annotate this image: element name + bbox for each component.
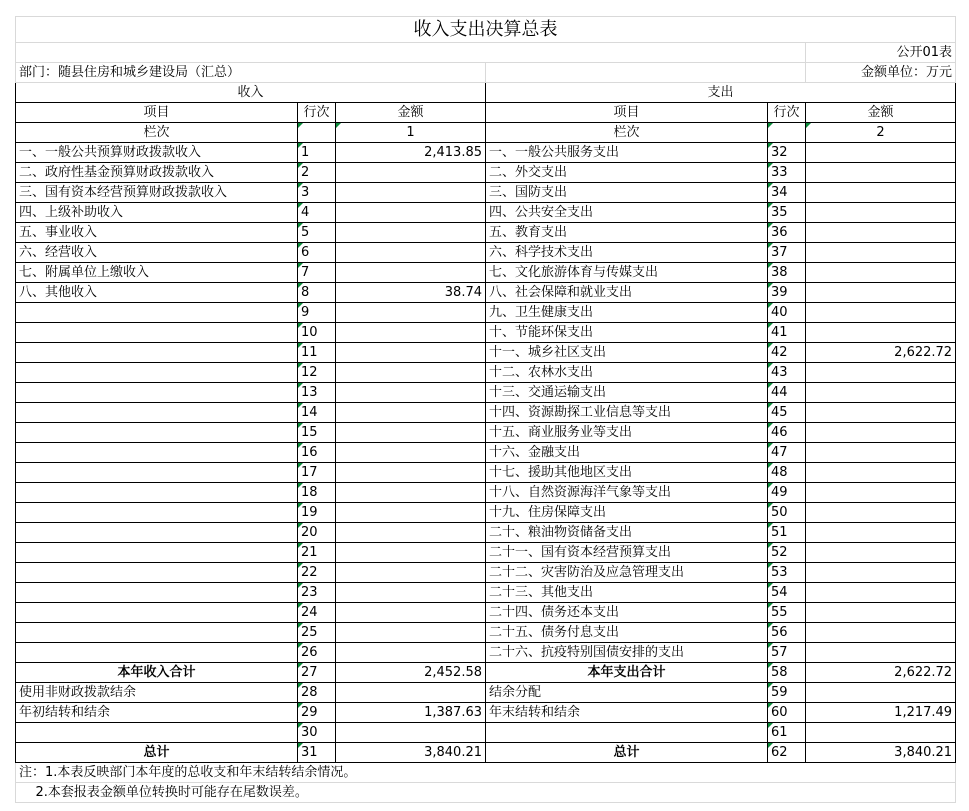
expense-item: 二十二、灾害防治及应急管理支出 — [486, 563, 768, 583]
income-amount — [336, 483, 486, 503]
table-row — [16, 583, 956, 603]
total-row — [16, 723, 956, 743]
total-row — [16, 703, 956, 723]
income-line: 22 — [298, 563, 336, 583]
total-row — [16, 663, 956, 683]
col-line-expense: 行次 — [768, 103, 806, 123]
expense-item: 二十一、国有资本经营预算支出 — [486, 543, 768, 563]
expense-item: 二十四、债务还本支出 — [486, 603, 768, 623]
income-item — [16, 403, 298, 423]
expense-line: 59 — [768, 683, 806, 703]
table-row — [16, 403, 956, 423]
expense-line: 52 — [768, 543, 806, 563]
table-row — [16, 443, 956, 463]
income-amount — [336, 583, 486, 603]
income-line: 14 — [298, 403, 336, 423]
income-item — [16, 303, 298, 323]
income-item: 三、国有资本经营预算财政拨款收入 — [16, 183, 298, 203]
expense-amount — [806, 203, 956, 223]
income-line: 12 — [298, 363, 336, 383]
expense-line: 60 — [768, 703, 806, 723]
expense-line: 36 — [768, 223, 806, 243]
table-row — [16, 303, 956, 323]
expense-amount: 2,622.72 — [806, 663, 956, 683]
income-line: 9 — [298, 303, 336, 323]
income-amount — [336, 323, 486, 343]
expense-line: 41 — [768, 323, 806, 343]
income-item: 八、其他收入 — [16, 283, 298, 303]
income-line: 3 — [298, 183, 336, 203]
expense-line: 43 — [768, 363, 806, 383]
income-header: 收入 — [16, 83, 486, 103]
table-row — [16, 643, 956, 663]
expense-line: 46 — [768, 423, 806, 443]
income-item — [16, 463, 298, 483]
expense-amount — [806, 543, 956, 563]
income-amount — [336, 163, 486, 183]
expense-amount — [806, 463, 956, 483]
col-rowname-expense: 栏次 — [486, 123, 768, 143]
income-amount — [336, 503, 486, 523]
footnote: 2.本套报表金额单位转换时可能存在尾数误差。 — [16, 783, 956, 803]
expense-item: 十三、交通运输支出 — [486, 383, 768, 403]
income-line: 20 — [298, 523, 336, 543]
income-amount — [336, 683, 486, 703]
income-item: 年初结转和结余 — [16, 703, 298, 723]
income-item — [16, 563, 298, 583]
table-row — [16, 283, 956, 303]
income-line: 11 — [298, 343, 336, 363]
expense-item: 三、国防支出 — [486, 183, 768, 203]
expense-line: 42 — [768, 343, 806, 363]
income-amount — [336, 203, 486, 223]
expense-amount — [806, 443, 956, 463]
income-line: 27 — [298, 663, 336, 683]
expense-item: 七、文化旅游体育与传媒支出 — [486, 263, 768, 283]
total-row — [16, 743, 956, 763]
table-row — [16, 183, 956, 203]
expense-item: 十五、商业服务业等支出 — [486, 423, 768, 443]
expense-amount — [806, 623, 956, 643]
income-line: 18 — [298, 483, 336, 503]
income-amount — [336, 243, 486, 263]
expense-amount — [806, 323, 956, 343]
expense-amount — [806, 183, 956, 203]
income-amount — [336, 463, 486, 483]
income-amount — [336, 523, 486, 543]
income-amount — [336, 343, 486, 363]
income-amount — [336, 623, 486, 643]
expense-item: 二十六、抗疫特别国债安排的支出 — [486, 643, 768, 663]
table-row — [16, 343, 956, 363]
expense-line: 55 — [768, 603, 806, 623]
expense-item: 八、社会保障和就业支出 — [486, 283, 768, 303]
income-item: 一、一般公共预算财政拨款收入 — [16, 143, 298, 163]
col-line-income: 行次 — [298, 103, 336, 123]
expense-line: 40 — [768, 303, 806, 323]
income-line: 21 — [298, 543, 336, 563]
form-code: 公开01表 — [806, 43, 956, 63]
table-row — [16, 423, 956, 443]
expense-line: 49 — [768, 483, 806, 503]
col-item-income: 项目 — [16, 103, 298, 123]
expense-amount — [806, 363, 956, 383]
expense-amount — [806, 563, 956, 583]
expense-line: 35 — [768, 203, 806, 223]
expense-line: 61 — [768, 723, 806, 743]
income-item — [16, 603, 298, 623]
expense-item: 十七、援助其他地区支出 — [486, 463, 768, 483]
income-item — [16, 623, 298, 643]
table-row — [16, 603, 956, 623]
expense-line: 33 — [768, 163, 806, 183]
income-amount: 38.74 — [336, 283, 486, 303]
income-item — [16, 543, 298, 563]
expense-line: 51 — [768, 523, 806, 543]
expense-amount — [806, 163, 956, 183]
page-title: 收入支出决算总表 — [16, 17, 956, 43]
expense-amount — [806, 303, 956, 323]
expense-item: 二十、粮油物资储备支出 — [486, 523, 768, 543]
expense-amount — [806, 483, 956, 503]
income-item — [16, 723, 298, 743]
income-line: 25 — [298, 623, 336, 643]
income-line: 24 — [298, 603, 336, 623]
expense-item: 九、卫生健康支出 — [486, 303, 768, 323]
income-amount — [336, 383, 486, 403]
expense-line: 34 — [768, 183, 806, 203]
expense-amount: 1,217.49 — [806, 703, 956, 723]
income-item — [16, 323, 298, 343]
income-item — [16, 583, 298, 603]
table-row — [16, 503, 956, 523]
income-line: 19 — [298, 503, 336, 523]
expense-amount — [806, 243, 956, 263]
table-row — [16, 363, 956, 383]
expense-amount: 3,840.21 — [806, 743, 956, 763]
income-line: 7 — [298, 263, 336, 283]
expense-item: 总计 — [486, 743, 768, 763]
table-row — [16, 463, 956, 483]
expense-item: 本年支出合计 — [486, 663, 768, 683]
table-row — [16, 483, 956, 503]
income-item — [16, 523, 298, 543]
expense-line: 45 — [768, 403, 806, 423]
income-amount — [336, 443, 486, 463]
final-accounts-table — [15, 16, 956, 803]
expense-amount — [806, 583, 956, 603]
expense-item: 四、公共安全支出 — [486, 203, 768, 223]
expense-amount — [806, 503, 956, 523]
expense-line: 56 — [768, 623, 806, 643]
income-line: 16 — [298, 443, 336, 463]
income-item: 五、事业收入 — [16, 223, 298, 243]
income-item: 七、附属单位上缴收入 — [16, 263, 298, 283]
expense-item: 十四、资源勘探工业信息等支出 — [486, 403, 768, 423]
income-line: 26 — [298, 643, 336, 663]
income-line: 13 — [298, 383, 336, 403]
income-amount: 3,840.21 — [336, 743, 486, 763]
table-row — [16, 523, 956, 543]
table-row — [16, 263, 956, 283]
income-item: 总计 — [16, 743, 298, 763]
income-line: 23 — [298, 583, 336, 603]
table-row — [16, 323, 956, 343]
income-item — [16, 363, 298, 383]
income-item — [16, 423, 298, 443]
income-amount — [336, 403, 486, 423]
income-amount — [336, 643, 486, 663]
footnote: 注：1.本表反映部门本年度的总收支和年末结转结余情况。 — [16, 763, 956, 783]
income-item: 本年收入合计 — [16, 663, 298, 683]
income-amount — [336, 183, 486, 203]
income-amount — [336, 363, 486, 383]
income-line: 31 — [298, 743, 336, 763]
expense-amount — [806, 383, 956, 403]
expense-amount — [806, 143, 956, 163]
expense-item: 十八、自然资源海洋气象等支出 — [486, 483, 768, 503]
table-row — [16, 163, 956, 183]
col-rowname-income: 栏次 — [16, 123, 298, 143]
expense-line: 44 — [768, 383, 806, 403]
expense-item: 二十五、债务付息支出 — [486, 623, 768, 643]
income-item: 二、政府性基金预算财政拨款收入 — [16, 163, 298, 183]
income-line: 1 — [298, 143, 336, 163]
expense-amount — [806, 683, 956, 703]
expense-line: 54 — [768, 583, 806, 603]
income-line: 2 — [298, 163, 336, 183]
income-line: 8 — [298, 283, 336, 303]
expense-amount — [806, 643, 956, 663]
expense-item — [486, 723, 768, 743]
expense-line: 48 — [768, 463, 806, 483]
income-line: 4 — [298, 203, 336, 223]
income-line: 29 — [298, 703, 336, 723]
table-row — [16, 563, 956, 583]
expense-line: 58 — [768, 663, 806, 683]
expense-item: 二十三、其他支出 — [486, 583, 768, 603]
income-amount — [336, 603, 486, 623]
expense-item: 十九、住房保障支出 — [486, 503, 768, 523]
expense-item: 十二、农林水支出 — [486, 363, 768, 383]
expense-line: 62 — [768, 743, 806, 763]
col-amount-income: 金额 — [336, 103, 486, 123]
expense-amount — [806, 423, 956, 443]
expense-amount — [806, 723, 956, 743]
unit-label: 金额单位：万元 — [806, 63, 956, 83]
table-row — [16, 543, 956, 563]
expense-line: 38 — [768, 263, 806, 283]
expense-amount — [806, 223, 956, 243]
expense-item: 二、外交支出 — [486, 163, 768, 183]
income-item — [16, 483, 298, 503]
expense-amount: 2,622.72 — [806, 343, 956, 363]
income-amount — [336, 723, 486, 743]
table-row — [16, 143, 956, 163]
income-amount — [336, 423, 486, 443]
income-line: 6 — [298, 243, 336, 263]
col-amount-expense: 金额 — [806, 103, 956, 123]
table-row — [16, 623, 956, 643]
expense-line: 50 — [768, 503, 806, 523]
income-amount: 2,413.85 — [336, 143, 486, 163]
expense-item: 年末结转和结余 — [486, 703, 768, 723]
col-item-expense: 项目 — [486, 103, 768, 123]
table-row — [16, 243, 956, 263]
income-item — [16, 643, 298, 663]
col-num-2: 2 — [806, 123, 956, 143]
expense-line: 32 — [768, 143, 806, 163]
expense-item: 五、教育支出 — [486, 223, 768, 243]
expense-item: 结余分配 — [486, 683, 768, 703]
expense-item: 十、节能环保支出 — [486, 323, 768, 343]
expense-item: 一、一般公共服务支出 — [486, 143, 768, 163]
expense-line: 37 — [768, 243, 806, 263]
total-row — [16, 683, 956, 703]
income-line: 10 — [298, 323, 336, 343]
table-row — [16, 223, 956, 243]
income-line: 28 — [298, 683, 336, 703]
income-item — [16, 503, 298, 523]
income-line: 5 — [298, 223, 336, 243]
expense-amount — [806, 403, 956, 423]
expense-item: 十一、城乡社区支出 — [486, 343, 768, 363]
income-line: 17 — [298, 463, 336, 483]
expense-item: 六、科学技术支出 — [486, 243, 768, 263]
expense-line: 57 — [768, 643, 806, 663]
income-item — [16, 383, 298, 403]
income-amount — [336, 543, 486, 563]
expense-amount — [806, 263, 956, 283]
income-item: 使用非财政拨款结余 — [16, 683, 298, 703]
table-row — [16, 203, 956, 223]
expense-item: 十六、金融支出 — [486, 443, 768, 463]
income-item — [16, 443, 298, 463]
income-amount: 1,387.63 — [336, 703, 486, 723]
income-item: 六、经营收入 — [16, 243, 298, 263]
expense-header: 支出 — [486, 83, 956, 103]
income-item: 四、上级补助收入 — [16, 203, 298, 223]
income-line: 30 — [298, 723, 336, 743]
expense-line: 47 — [768, 443, 806, 463]
expense-amount — [806, 603, 956, 623]
expense-line: 53 — [768, 563, 806, 583]
income-line: 15 — [298, 423, 336, 443]
expense-line: 39 — [768, 283, 806, 303]
col-num-1: 1 — [336, 123, 486, 143]
income-amount — [336, 263, 486, 283]
table-row — [16, 383, 956, 403]
expense-amount — [806, 283, 956, 303]
department-label: 部门：随县住房和城乡建设局（汇总） — [16, 63, 486, 83]
expense-amount — [806, 523, 956, 543]
income-item — [16, 343, 298, 363]
income-amount — [336, 563, 486, 583]
income-amount — [336, 303, 486, 323]
income-amount — [336, 223, 486, 243]
income-amount: 2,452.58 — [336, 663, 486, 683]
